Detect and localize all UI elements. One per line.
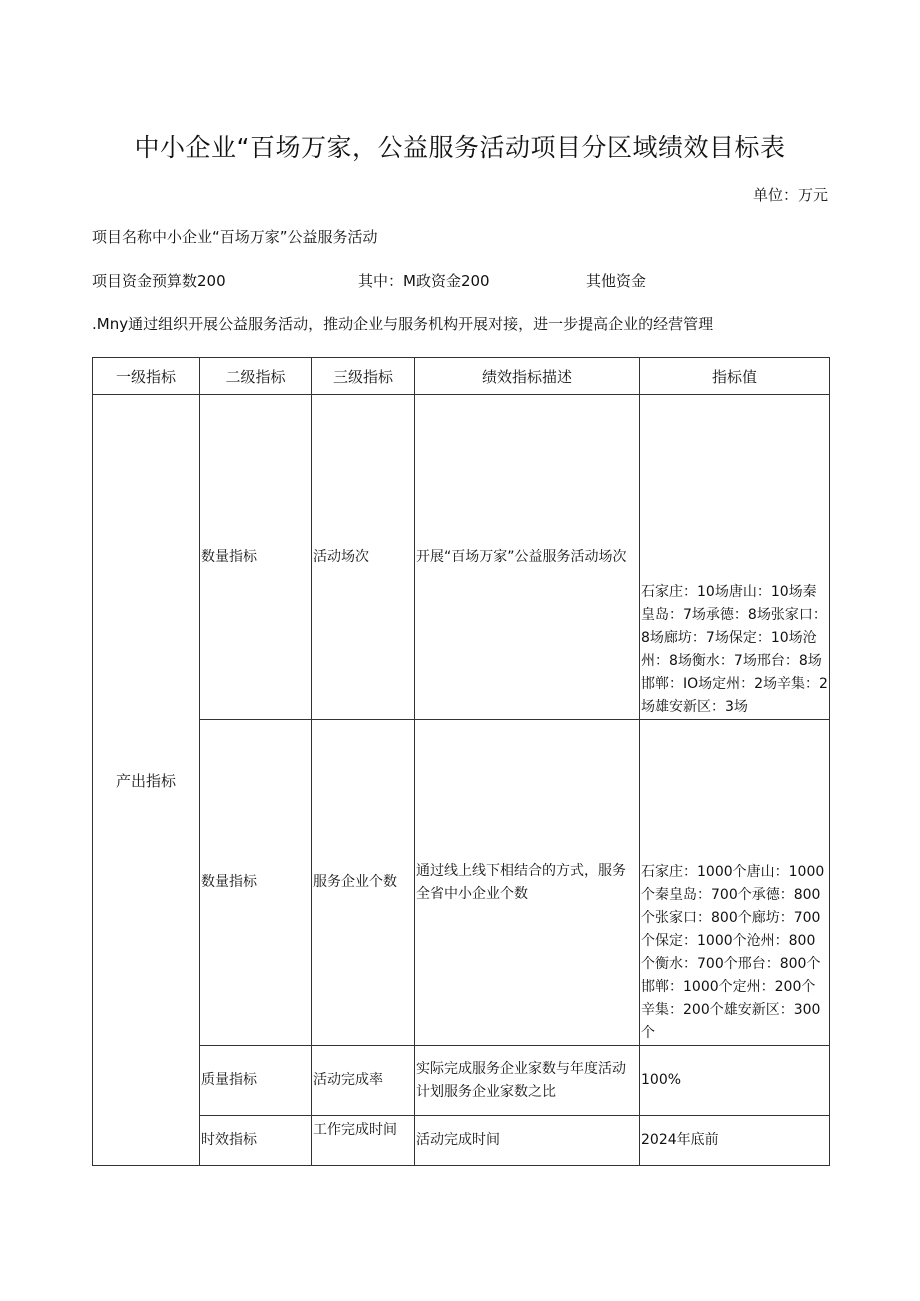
budget-fiscal: 其中：M政资金200 [358, 272, 490, 290]
value-cell: 2024年底前 [640, 1116, 830, 1166]
project-name-line: 项目名称中小企业“百场万家”公益服务活动 [92, 228, 378, 246]
level3-cell: 活动完成率 [312, 1046, 415, 1116]
table-row [93, 1046, 830, 1116]
description-cell: 活动完成时间 [415, 1116, 640, 1166]
value-cell: 石家庄：1000个唐山：1000个秦皇岛：700个承德：800个张家口：800个廊坊：700个保定：1000个沧州：800个衡水：700个邢台：800个邯郸：1000个定州：200个辛集：200个雄安新区：300个 [640, 720, 830, 1046]
budget-other: 其他资金 [586, 272, 647, 290]
table-header-row [93, 358, 830, 395]
description-cell: 实际完成服务企业家数与年度活动计划服务企业家数之比 [415, 1046, 640, 1116]
header-level3: 三级指标 [312, 358, 415, 395]
level2-cell: 数量指标 [200, 720, 312, 1046]
page-title: 中小企业“百场万家，公益服务活动项目分区域绩效目标表 [134, 133, 786, 162]
budget-total: 项目资金预算数200 [92, 272, 226, 290]
value-cell: 石家庄：10场唐山：10场秦皇岛：7场承德：8场张家口：8场廊坊：7场保定：10场沧州：8场衡水：7场邢台：8场邯郸：IO场定州：2场辛集：2场雄安新区：3场 [640, 395, 830, 720]
level2-cell: 数量指标 [200, 395, 312, 720]
table-row [93, 395, 830, 720]
description-cell: 开展“百场万家”公益服务活动场次 [415, 395, 640, 720]
header-level2: 二级指标 [200, 358, 312, 395]
table-row [93, 1116, 830, 1166]
description-cell: 通过线上线下相结合的方式，服务全省中小企业个数 [415, 720, 640, 1046]
level3-cell: 服务企业个数 [312, 720, 415, 1046]
performance-table [92, 357, 830, 1166]
level2-cell: 时效指标 [200, 1116, 312, 1166]
value-cell: 100% [640, 1046, 830, 1116]
header-level1: 一级指标 [93, 358, 200, 395]
budget-line [92, 270, 829, 290]
level3-cell: 活动场次 [312, 395, 415, 720]
table-row [93, 720, 830, 1046]
header-value: 指标值 [640, 358, 830, 395]
level2-cell: 质量指标 [200, 1046, 312, 1116]
level3-cell: 工作完成时间 [312, 1116, 415, 1166]
level1-cell: 产出指标 [93, 395, 200, 1166]
goal-line: .Mny通过组织开展公益服务活动，推动企业与服务机构开展对接，进一步提高企业的经营管理 [92, 315, 714, 333]
unit-label: 单位：万元 [752, 186, 828, 204]
header-description: 绩效指标描述 [415, 358, 640, 395]
